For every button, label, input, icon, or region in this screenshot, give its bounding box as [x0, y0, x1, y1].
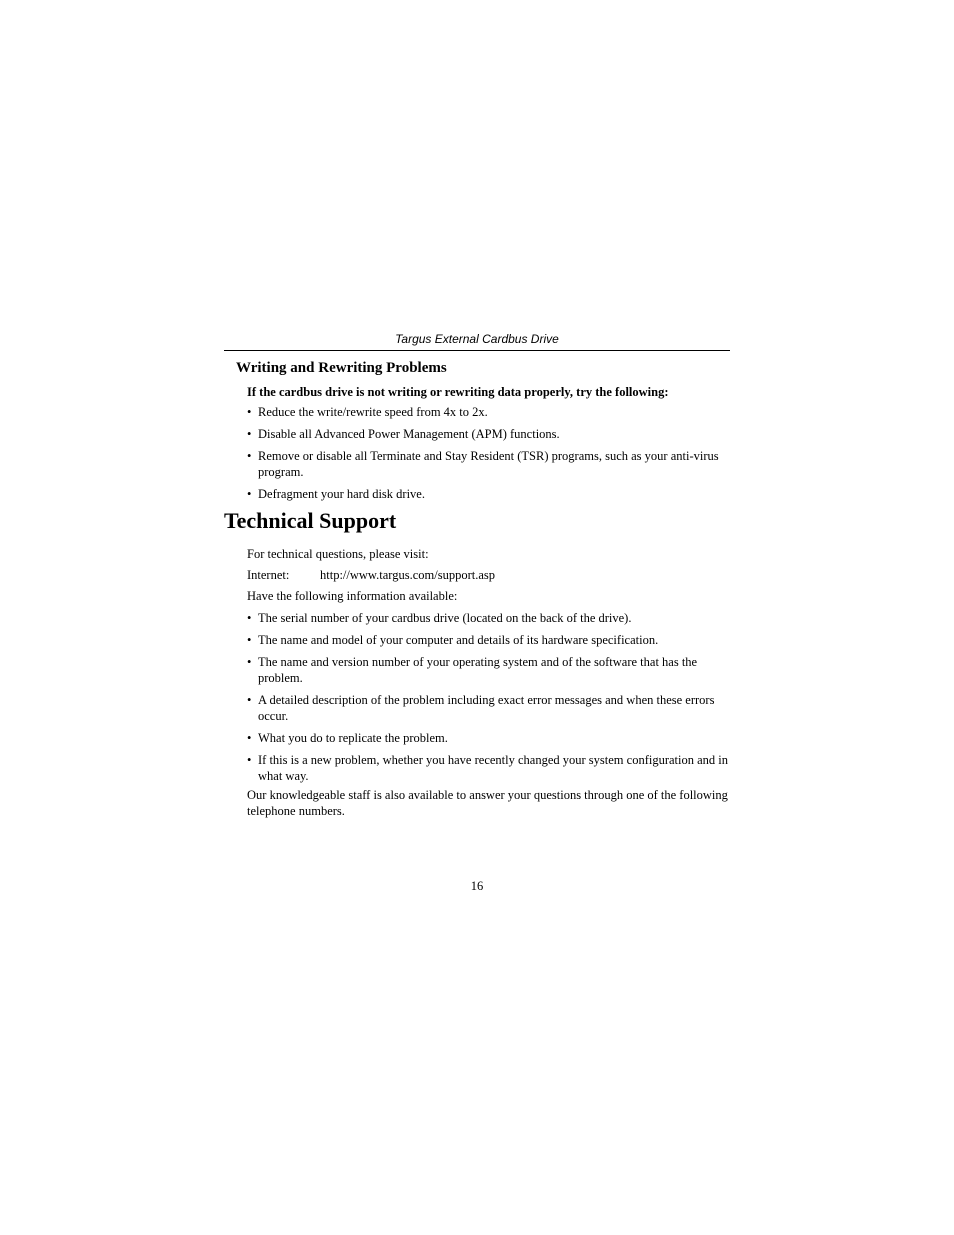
page-title: Technical Support — [224, 508, 397, 533]
info-intro: Have the following information available: — [247, 589, 458, 603]
list-item: • Remove or disable all Terminate and Stay Resident (TSR) programs, such as your anti-virus program. — [247, 448, 729, 480]
section-intro: If the cardbus drive is not writing or rewriting data properly, try the following: — [247, 385, 669, 399]
list-item: • What you do to replicate the problem. — [247, 730, 729, 746]
list-item: • Defragment your hard disk drive. — [247, 486, 729, 502]
internet-label: Internet: — [247, 568, 290, 582]
list-item: • A detailed description of the problem including exact error messages and when these errors occur. — [247, 692, 729, 724]
header-rule — [224, 350, 730, 351]
list-item: • Disable all Advanced Power Management (APM) functions. — [247, 426, 729, 442]
list-item: • Reduce the write/rewrite speed from 4x to 2x. — [247, 404, 729, 420]
support-link[interactable]: http://www.targus.com/support.asp — [320, 568, 495, 582]
support-intro: For technical questions, please visit: — [247, 547, 429, 561]
page-number: 16 — [470, 879, 484, 893]
internet-row — [247, 568, 495, 583]
running-header: Targus External Cardbus Drive — [395, 332, 559, 346]
list-item: • The name and model of your computer and details of its hardware specification. — [247, 632, 729, 648]
writing-tips-list — [247, 404, 729, 508]
info-list — [247, 610, 729, 790]
closing-paragraph: Our knowledgeable staff is also available to answer your questions through one of the following telephone numbers. — [247, 788, 728, 818]
section-heading: Writing and Rewriting Problems — [236, 360, 447, 376]
list-item: • If this is a new problem, whether you have recently changed your system configuration and in what way. — [247, 752, 729, 784]
list-item: • The name and version number of your operating system and of the software that has the problem. — [247, 654, 729, 686]
list-item: • The serial number of your cardbus drive (located on the back of the drive). — [247, 610, 729, 626]
